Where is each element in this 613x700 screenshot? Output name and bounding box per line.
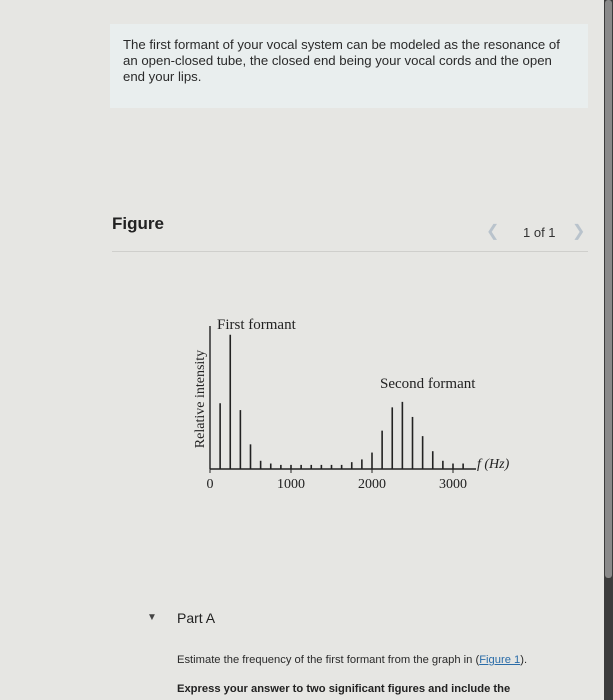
formant-chart: [186, 306, 546, 511]
annotation-first-formant: First formant: [217, 317, 296, 333]
question-instructions: Express your answer to two significant figures and include the: [177, 683, 511, 695]
y-axis-label: Relative intensity: [193, 349, 208, 449]
figure-link[interactable]: Figure 1: [479, 654, 521, 666]
x-tick-label: 0: [206, 477, 214, 492]
figure-title: Figure: [112, 214, 164, 233]
problem-intro: [110, 24, 588, 108]
question-text: [177, 654, 577, 666]
caret-down-icon[interactable]: ▼: [147, 612, 157, 623]
x-tick-label: 2000: [358, 477, 386, 492]
question-prefix: Estimate the frequency of the first formant from the graph in (: [177, 654, 480, 666]
annotation-second-formant: Second formant: [380, 376, 476, 392]
x-tick-label: 3000: [439, 477, 467, 492]
pager-label: 1 of 1: [523, 225, 556, 240]
intro-text: The first formant of your vocal system can be modeled as the resonance of an open-closed tube, the closed end being your vocal cords and the open end your lips.: [123, 37, 560, 84]
divider: [112, 251, 588, 252]
question-suffix: ).: [520, 654, 528, 666]
chart-svg: [186, 306, 546, 506]
scrollbar-thumb[interactable]: [605, 0, 612, 578]
chevron-right-icon[interactable]: ❯: [572, 223, 586, 240]
scrollbar[interactable]: [604, 0, 613, 700]
chevron-left-icon[interactable]: ❮: [486, 223, 500, 240]
x-tick-label: 1000: [277, 477, 305, 492]
part-label[interactable]: Part A: [177, 610, 216, 626]
x-axis-label: f (Hz): [477, 457, 510, 472]
